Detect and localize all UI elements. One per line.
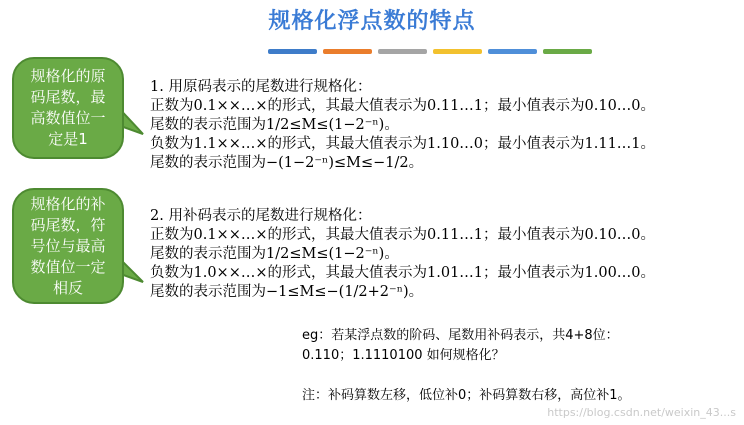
callout-original-code bbox=[12, 57, 124, 159]
text-line: 负数为1.0××…×的形式，其最大值表示为1.01…1；最小值表示为1.00…0。 bbox=[150, 265, 656, 281]
color-bar-segment bbox=[268, 49, 317, 54]
text-line: 正数为0.1××…×的形式，其最大值表示为0.11…1；最小值表示为0.10…0。 bbox=[150, 227, 656, 243]
color-bar-segment bbox=[543, 49, 592, 54]
example-question: eg：若某浮点数的阶码、尾数用补码表示，共4+8位： bbox=[302, 328, 619, 343]
callout-text: 规格化的补 码尾数，符 号位与最高 数值位一定 相反 bbox=[30, 194, 106, 297]
text-line: 尾数的表示范围为−1≤M≤−(1/2+2⁻ⁿ)。 bbox=[150, 284, 424, 300]
text-line: 正数为0.1××…×的形式，其最大值表示为0.11…1；最小值表示为0.10…0。 bbox=[150, 98, 656, 114]
text-line: 尾数的表示范围为1/2≤M≤(1−2⁻ⁿ)。 bbox=[150, 246, 399, 262]
page-title: 规格化浮点数的特点 bbox=[268, 9, 476, 34]
text-line: 尾数的表示范围为1/2≤M≤(1−2⁻ⁿ)。 bbox=[150, 117, 399, 133]
example-note: 注：补码算数左移，低位补0；补码算数右移，高位补1。 bbox=[302, 388, 631, 403]
example-values: 0.110；1.1110100 如何规格化？ bbox=[302, 348, 505, 363]
text-line: 尾数的表示范围为−(1−2⁻ⁿ)≤M≤−1/2。 bbox=[150, 155, 424, 171]
section-complement-code bbox=[150, 207, 655, 302]
callout-text: 规格化的原 码尾数，最 高数值位一 定是1 bbox=[30, 67, 106, 148]
watermark: https://blog.csdn.net/weixin_43...s bbox=[547, 406, 736, 419]
color-bar-segment bbox=[433, 49, 482, 54]
text-line: 负数为1.1××…×的形式，其最大值表示为1.10…0；最小值表示为1.11…1。 bbox=[150, 136, 656, 152]
color-bar-segment bbox=[323, 49, 372, 54]
section-heading: 1. 用原码表示的尾数进行规格化： bbox=[150, 79, 372, 95]
callout-complement-code bbox=[12, 188, 124, 304]
section-original-code bbox=[150, 78, 655, 173]
section-heading: 2. 用补码表示的尾数进行规格化： bbox=[150, 208, 372, 224]
example-block bbox=[302, 326, 631, 406]
color-bar-segment bbox=[488, 49, 537, 54]
color-bar-segment bbox=[378, 49, 427, 54]
